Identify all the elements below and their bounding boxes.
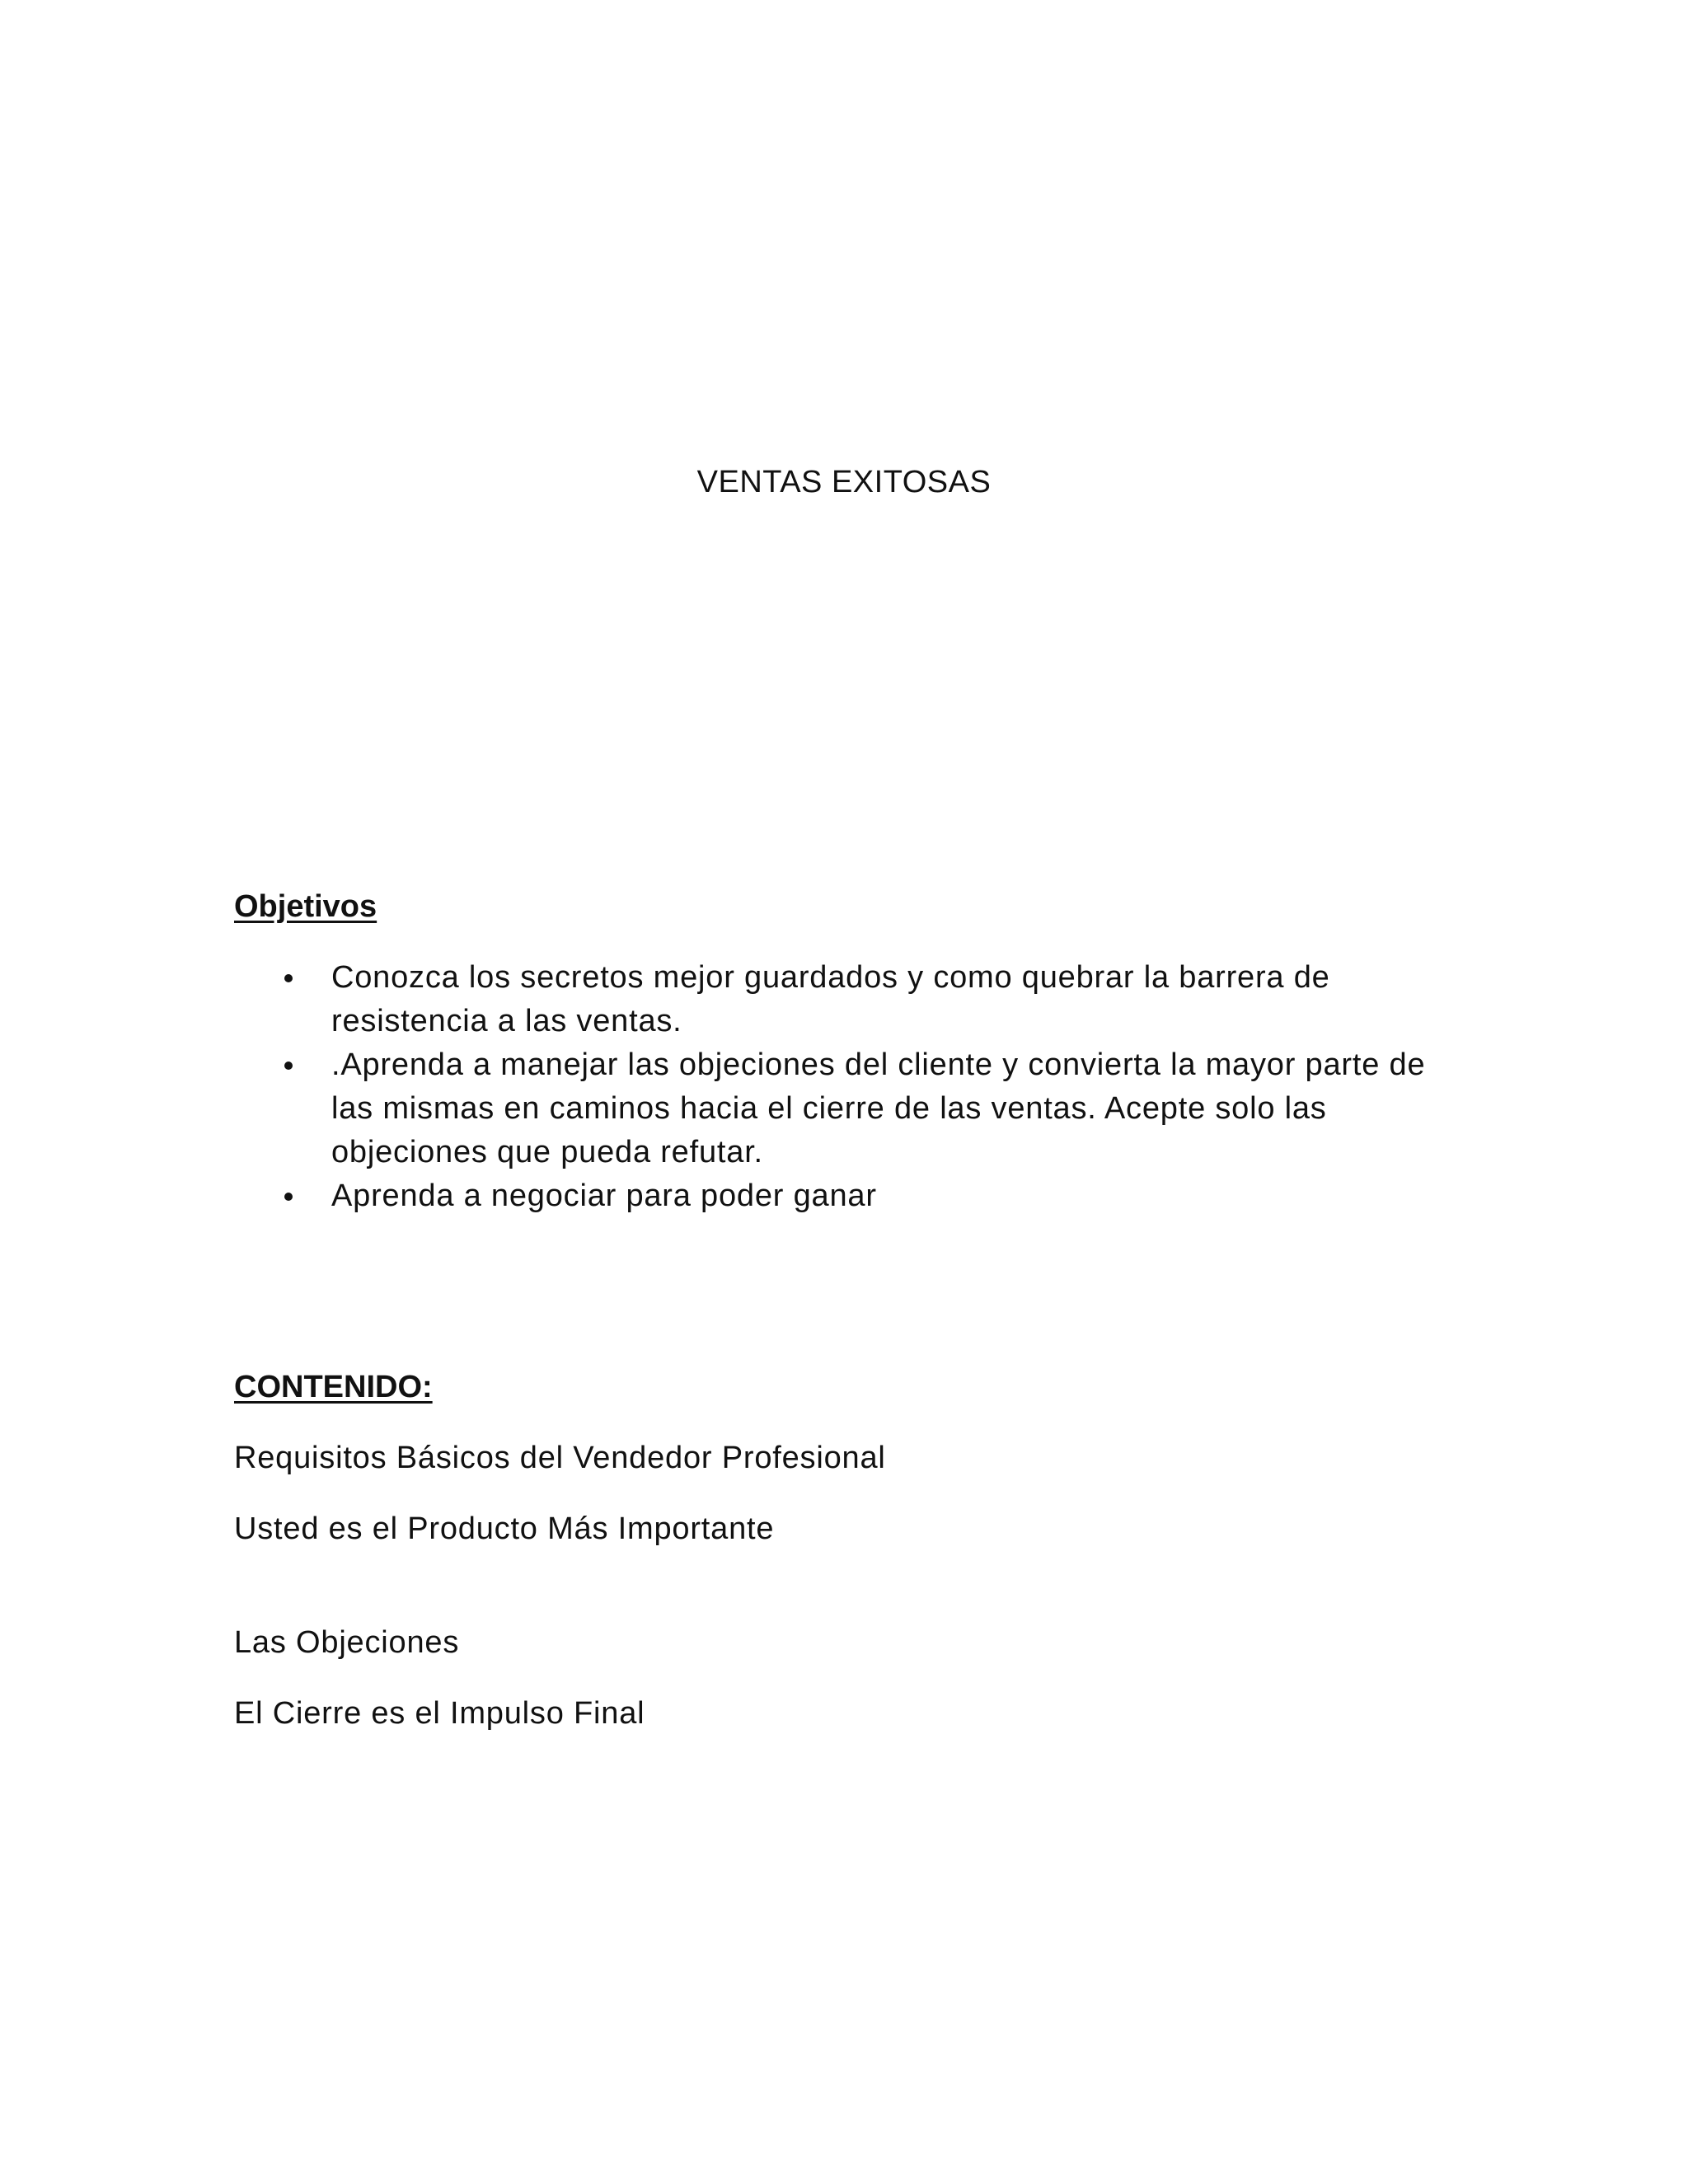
document-title: VENTAS EXITOSAS <box>696 465 992 499</box>
contenido-item: Requisitos Básicos del Vendedor Profesional <box>234 1441 886 1475</box>
objetivos-list <box>234 956 1437 1218</box>
bullet-icon <box>284 1062 293 1070</box>
objetivo-item <box>234 956 1437 1043</box>
contenido-item: El Cierre es el Impulso Final <box>234 1696 645 1731</box>
objetivo-item <box>234 1174 1437 1218</box>
bullet-icon <box>284 974 293 982</box>
bullet-icon <box>284 1193 293 1201</box>
contenido-heading: CONTENIDO: <box>234 1370 433 1404</box>
objetivo-text: Conozca los secretos mejor guardados y como quebrar la barrera de resistencia a las ventas. <box>331 960 1330 1038</box>
objetivo-text: Aprenda a negociar para poder ganar <box>331 1179 877 1213</box>
objetivo-item <box>234 1043 1437 1174</box>
objetivo-text: .Aprenda a manejar las objeciones del cliente y convierta la mayor parte de las mismas en caminos hacia el cierre de las ventas. Acepte solo las objeciones que pueda refutar. <box>331 1047 1426 1169</box>
contenido-item: Usted es el Producto Más Importante <box>234 1511 775 1546</box>
objetivos-heading: Objetivos <box>234 889 377 924</box>
contenido-item: Las Objeciones <box>234 1625 460 1660</box>
